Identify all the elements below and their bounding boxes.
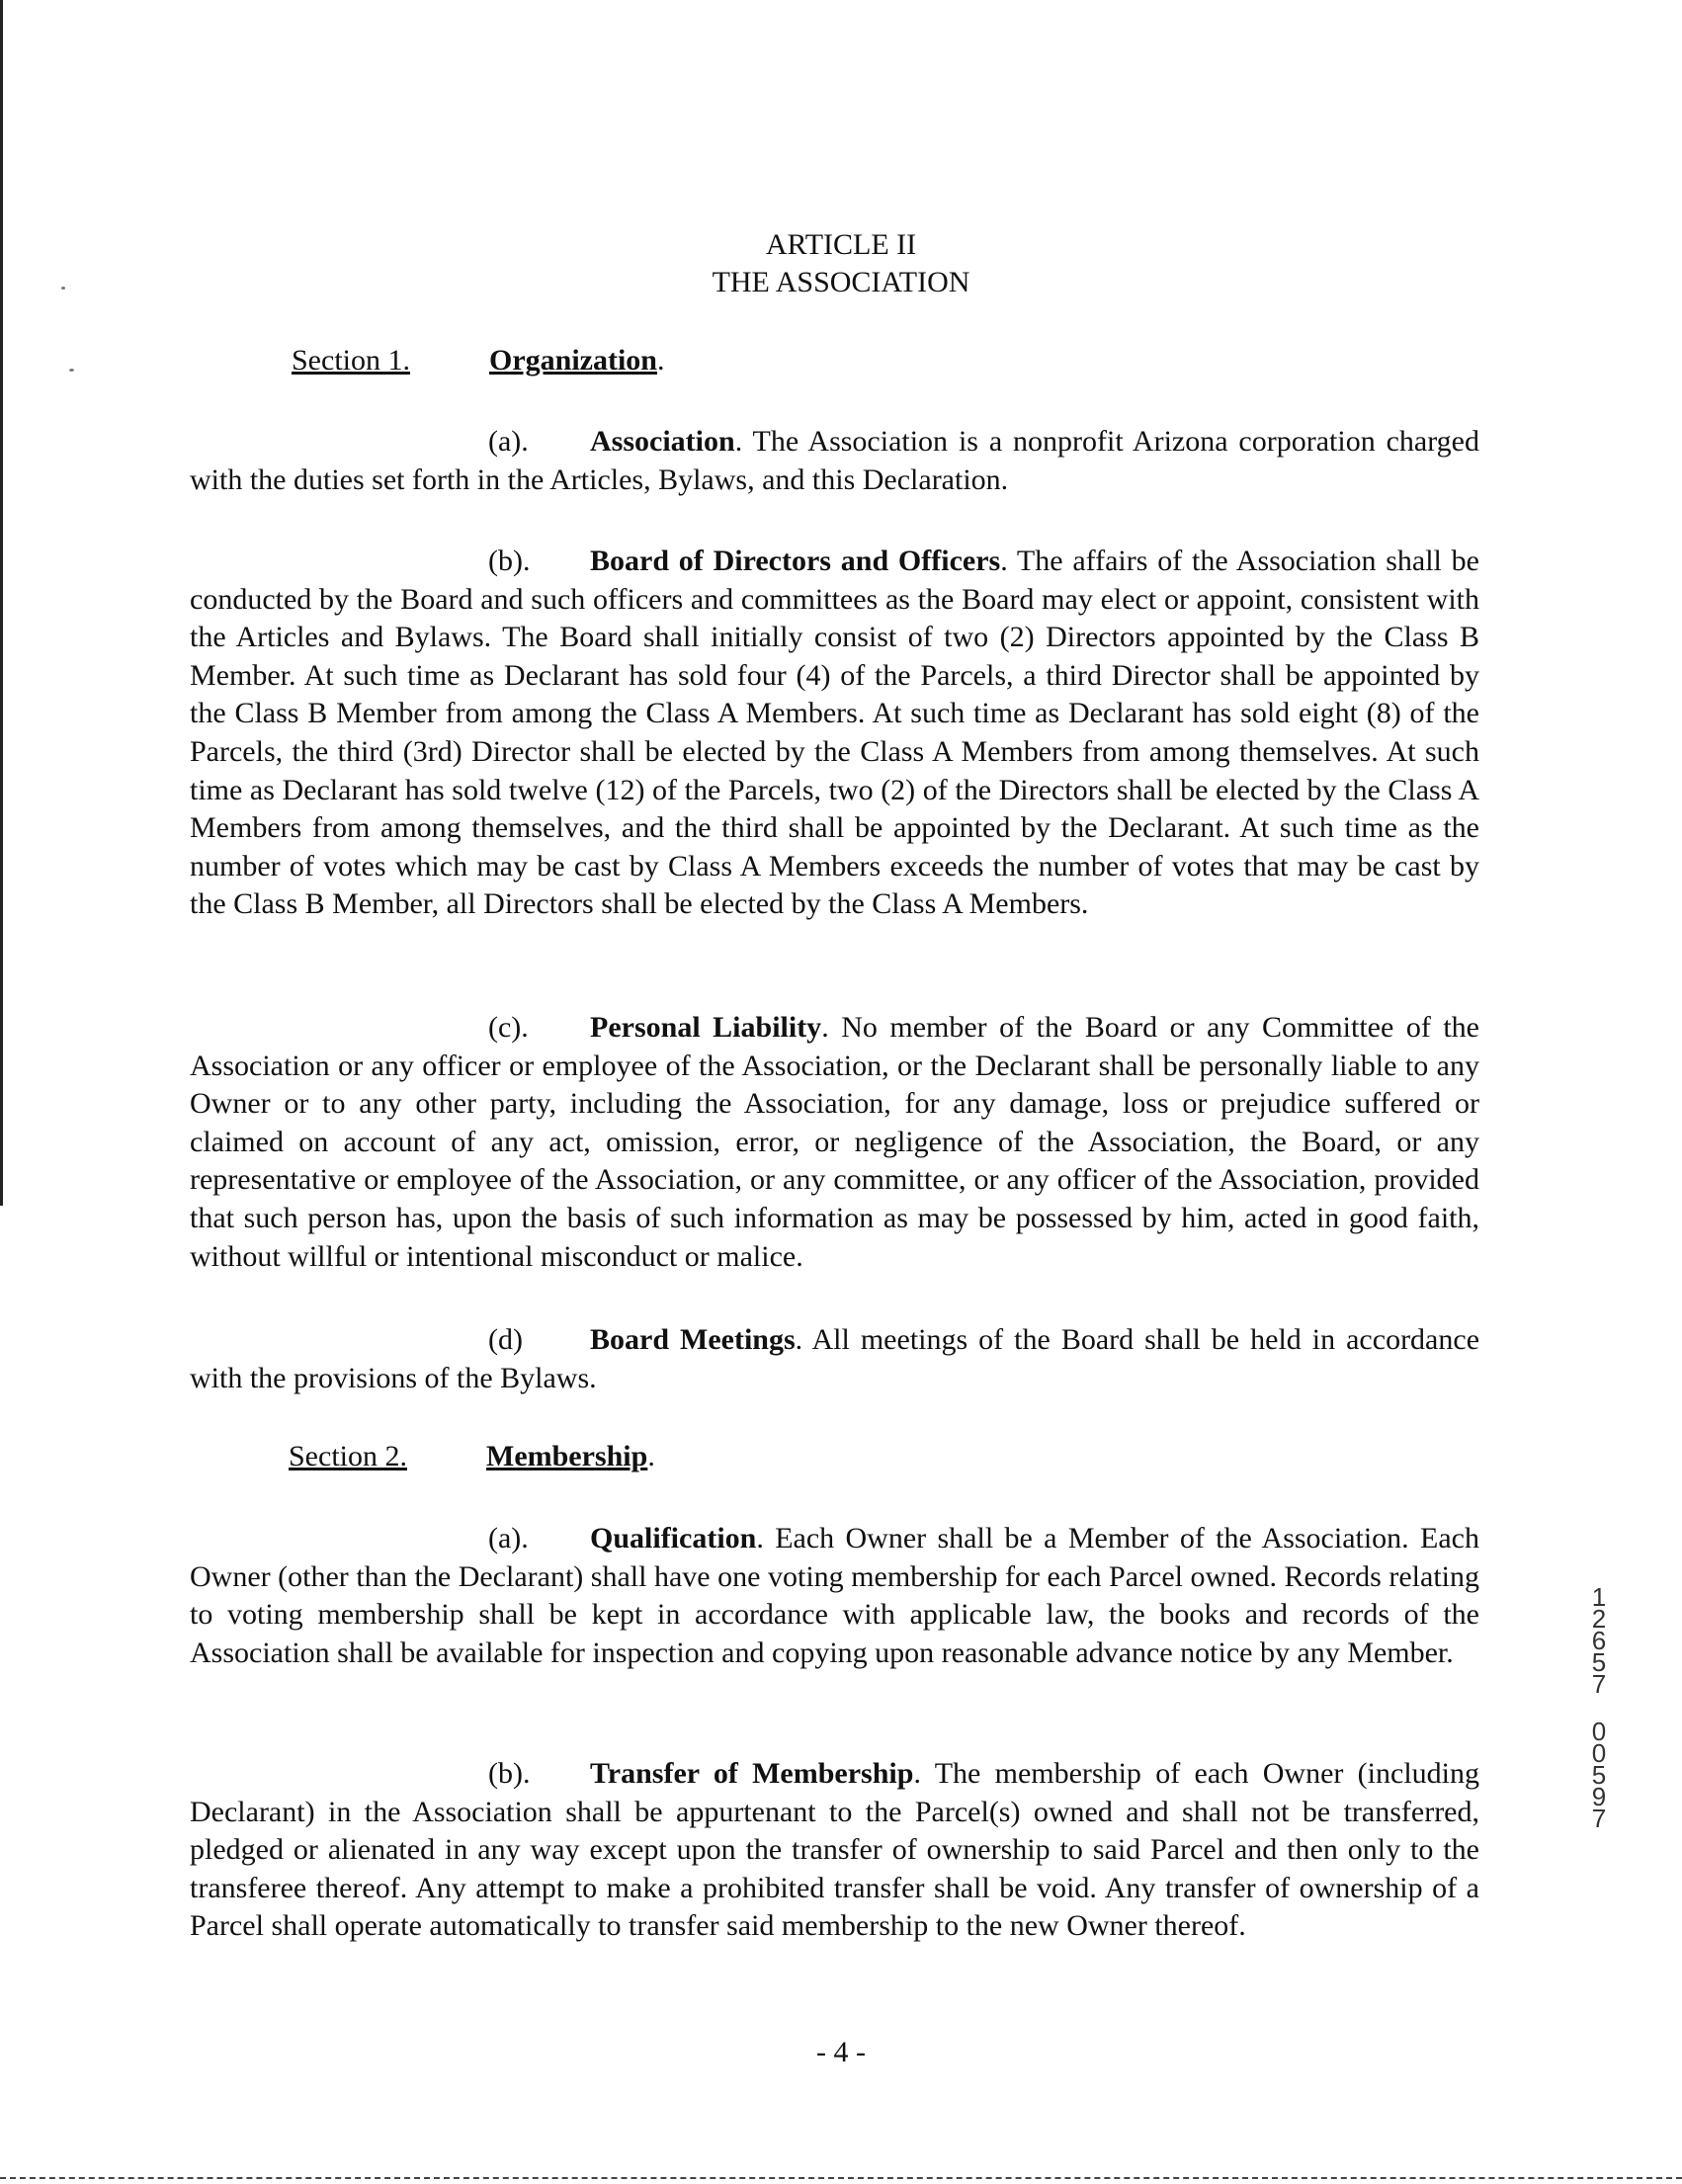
section-2-title: Membership [486,1440,648,1472]
paragraph-title: Board of Directors and Officers [590,545,1001,577]
scan-speck [69,369,74,372]
stamp-digit: 5 [1591,1760,1607,1790]
paragraph-title: Board Meetings [590,1323,796,1356]
paragraph-personal-liability: (c). Personal Liability. No member of the Board or any Committee of the Association or any officer or employee of the Association, or the Declarant shall be personally liable to any Owner or to any other party, including the Association, for any damage, loss or prejudice suffered or claimed on account of any act, omission, error, or negligence of the Association, the Board, or any representative or employee of the Association, or any committee, or any officer of the Association, provided that such person has, upon the basis of such information as may be possessed by him, acted in good faith, without willful or intentional misconduct or malice. [190,1011,1479,1273]
stamp-digit: 9 [1591,1782,1607,1811]
stamp-digit: 7 [1591,1804,1607,1833]
section-1-label: Section 1. [292,344,410,377]
section-1-heading: Section 1. Organization. [292,342,665,379]
section-1-title: Organization [489,344,657,377]
recording-stamp-book [1584,1582,1614,1699]
stamp-digit: 0 [1591,1717,1607,1746]
paragraph-title: Association [590,425,735,458]
paragraph-title: Personal Liability [590,1011,822,1044]
paragraph-qualification: (a). Qualification. Each Owner shall be a Member of the Association. Each Owner (other than the Declarant) shall have one voting membership for each Parcel owned. Records relating to voting membership shall be kept in accordance with applicable law, the books and records of the Association shall be available for inspection and copying upon reasonable advance notice by any Member. [190,1522,1479,1669]
article-number: ARTICLE II [765,228,917,261]
scan-edge-left [0,0,3,1206]
paragraph-title: Transfer of Membership [590,1757,914,1790]
section-2-heading: Section 2. Membership. [289,1438,655,1475]
paragraph-transfer-membership: (b). Transfer of Membership. The membership of each Owner (including Declarant) in the Association shall be appurtenant to the Parcel(s) owned and shall not be transferred, pledged or alienated in any way except upon the transfer of ownership to said Parcel and then only to the transferee thereof. Any attempt to make a prohibited transfer shall be void. Any transfer of ownership of a Parcel shall operate automatically to transfer said membership to the new Owner thereof. [190,1757,1479,1943]
recording-stamp-page [1584,1717,1614,1833]
recording-stamp [1584,1582,1614,1833]
stamp-digit: 6 [1591,1626,1607,1655]
page-number: - 4 - [816,2036,866,2068]
article-title: THE ASSOCIATION [712,266,970,298]
stamp-digit: 7 [1591,1669,1607,1699]
stamp-digit: 2 [1591,1604,1607,1634]
paragraph-board-meetings: (d) Board Meetings. All meetings of the Board shall be held in accordance with the provisions of the Bylaws. [190,1323,1480,1394]
scan-speck [61,287,65,290]
section-2-label: Section 2. [289,1440,407,1472]
stamp-digit: 1 [1591,1582,1607,1612]
stamp-digit: 0 [1591,1738,1607,1768]
scan-edge-bottom [0,2177,1682,2181]
paragraph-board-directors: (b). Board of Directors and Officers. The affairs of the Association shall be conducted by the Board and such officers and committees as the Board may elect or appoint, consistent with the Articles and Bylaws. The Board shall initially consist of two (2) Directors appointed by the Class B Member. At such time as Declarant has sold four (4) of the Parcels, a third Director shall be appointed by the Class B Member from among the Class A Members. At such time as Declarant has sold eight (8) of the Parcels, the third (3rd) Director shall be elected by the Class A Members from among themselves. At such time as Declarant has sold twelve (12) of the Parcels, two (2) of the Directors shall be elected by the Class A Members from among themselves, and the third shall be appointed by the Declarant. At such time as the number of votes which may be cast by Class A Members exceeds the number of votes that may be cast by the Class B Member, all Directors shall be elected by the Class A Members. [190,545,1479,921]
stamp-digit: 5 [1591,1647,1607,1677]
paragraph-title: Qualification [590,1522,757,1554]
paragraph-association: (a). Association. The Association is a nonprofit Arizona corporation charged with the duties set forth in the Articles, Bylaws, and this Declaration. [190,425,1479,496]
